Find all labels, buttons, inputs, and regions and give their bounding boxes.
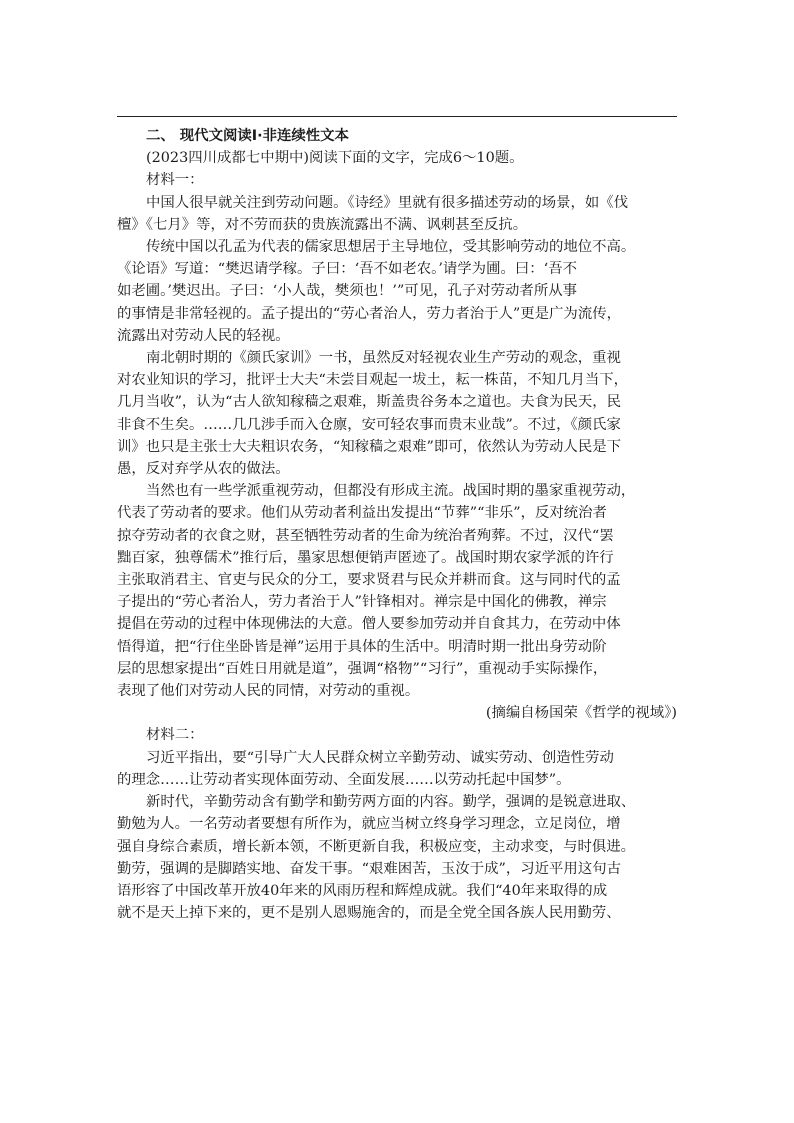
text-line: 新时代，辛勤劳动含有勤学和勤劳两方面的内容。勤学，强调的是锐意进取、 — [146, 794, 636, 811]
text-line: 提倡在劳动的过程中体现佛法的大意。僧人要参加劳动并自食其力，在劳动中体 — [117, 616, 621, 633]
text-line: 勤劳，强调的是脚踏实地、奋发干事。“艰难困苦，玉汝于成”，习近平用这句古 — [117, 860, 621, 877]
text-line: 传统中国以孔孟为代表的儒家思想居于主导地位，受其影响劳动的地位不高。 — [146, 239, 636, 256]
text-line: 表现了他们对劳动人民的同情，对劳动的重视。 — [117, 683, 420, 700]
text-line: 几月当收”，认为“古人欲知稼穑之艰难，斯盖贵谷务本之道也。夫食为民天，民 — [117, 394, 621, 411]
text-line: 当然也有一些学派重视劳动，但都没有形成主流。战国时期的墨家重视劳动， — [146, 483, 636, 500]
material-1-body — [117, 192, 677, 703]
text-line: 层的思想家提出“百姓日用就是道”，强调“格物”“习行”，重视动手实际操作， — [117, 660, 608, 677]
text-line: 就不是天上掉下来的，更不是别人恩赐施舍的，而是全党全国各族人民用勤劳、 — [117, 905, 621, 922]
text-line: 檀》《七月》等，对不劳而获的贵族流露出不满、讽刺甚至反抗。 — [117, 216, 528, 233]
text-line: 黜百家，独尊儒术”推行后，墨家思想便销声匿迹了。战国时期农家学派的许行 — [117, 549, 614, 566]
material-2-label: 材料二： — [146, 727, 204, 744]
text-line: 南北朝时期的《颜氏家训》一书，虽然反对轻视农业生产劳动的观念，重视 — [146, 350, 621, 367]
text-line: 训》也只是主张士大夫粗识农务，“知稼穑之艰难”即可，依然认为劳动人民是下 — [117, 438, 621, 455]
text-line: 子提出的“劳心者治人，劳力者治于人”针锋相对。禅宗是中国化的佛教，禅宗 — [117, 594, 607, 611]
text-line: 代表了劳动者的要求。他们从劳动者利益出发提出“节葬”“非乐”，反对统治者 — [117, 505, 607, 522]
top-rule — [117, 116, 677, 117]
material-1-label: 材料一： — [146, 172, 204, 189]
text-line: 中国人很早就关注到劳动问题。《诗经》里就有很多描述劳动的场景，如《伐 — [146, 194, 629, 211]
text-line: 掠夺劳动者的衣食之财，甚至牺牲劳动者的生命为统治者殉葬。不过，汉代“罢 — [117, 527, 614, 544]
text-line: 愚，反对弃学从农的做法。 — [117, 461, 290, 478]
text-line: 的理念……让劳动者实现体面劳动、全面发展……以劳动托起中国梦”。 — [117, 771, 571, 788]
text-line: 如老圃。’樊迟出。子曰：‘小人哉，樊须也！’”可见，孔子对劳动者所从事 — [117, 283, 577, 300]
material-2-body — [117, 747, 677, 925]
text-line: 强自身综合素质，增长新本领，不断更新自我，积极应变，主动求变，与时俱进。 — [117, 838, 636, 855]
text-line: 悟得道，把“行住坐卧皆是禅”运用于具体的生活中。明清时期一批出身劳动阶 — [117, 638, 607, 655]
text-line: 勤勉为人。一名劳动者要想有所作为，就应当树立终身学习理念，立足岗位，增 — [117, 816, 621, 833]
text-line: 《论语》写道：“樊迟请学稼。子曰：‘吾不如老农。’请学为圃。曰：‘吾不 — [117, 261, 577, 278]
text-line: 语形容了中国改革开放40年来的风雨历程和辉煌成就。我们“40年来取得的成 — [117, 882, 608, 899]
text-line: 对农业知识的学习，批评士大夫“未尝目观起一坺土，耘一株苗，不知几月当下， — [117, 372, 629, 389]
text-line: 流露出对劳动人民的轻视。 — [117, 327, 290, 344]
text-line: 的事情是非常轻视的。孟子提出的“劳心者治人，劳力者治于人”更是广为流传， — [117, 305, 621, 322]
document-page — [117, 116, 677, 924]
source-note: (2023四川成都七中期中)阅读下面的文字，完成6～10题。 — [146, 150, 524, 167]
text-line: 非食不生矣。……几几涉手而入仓廪，安可轻农事而贵末业哉”。不过，《颜氏家 — [117, 416, 621, 433]
material-1-attribution: (摘编自杨国荣《哲学的视域》) — [485, 705, 677, 722]
text-line: 习近平指出，要“引导广大人民群众树立辛勤劳动、诚实劳动、创造性劳动 — [146, 749, 614, 766]
section-heading: 二、 现代文阅读Ⅰ·非连续性文本 — [146, 128, 349, 144]
text-line: 主张取消君主、官吏与民众的分工，要求贤君与民众并耕而食。这与同时代的孟 — [117, 572, 621, 589]
